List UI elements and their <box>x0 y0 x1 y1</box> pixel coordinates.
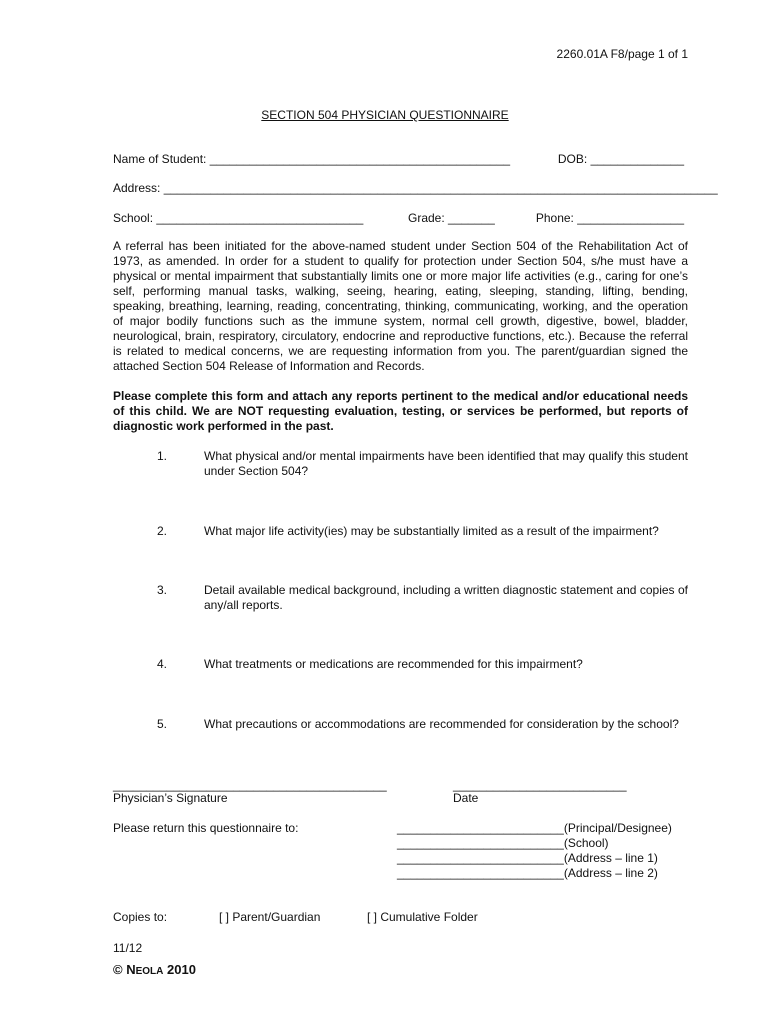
question-text: What treatments or medications are recommended for this impairment? <box>204 657 583 671</box>
date-label: Date <box>453 791 479 805</box>
return-line-address-2[interactable]: _________________________(Address – line 2) <box>397 866 658 880</box>
question-number: 5. <box>156 717 167 731</box>
instructions-paragraph: Please complete this form and attach any reports pertinent to the medical and/or educational needs of this child. We are NOT requesting evaluation, testing, or services be performed, but reports of diagnostic work performed in the past. <box>113 389 688 433</box>
copyright-notice <box>113 962 196 979</box>
return-line-school[interactable]: _________________________(School) <box>397 836 609 850</box>
address-field[interactable]: Address: ___________________________________________________________________________________ <box>113 181 718 195</box>
school-field[interactable]: School: _______________________________ <box>113 211 364 225</box>
brand-first-letter: N <box>126 962 136 977</box>
page-reference: 2260.01A F8/page 1 of 1 <box>556 47 688 61</box>
signature-label: Physician’s Signature <box>113 791 228 805</box>
return-line-principal[interactable]: _________________________(Principal/Designee) <box>397 821 672 835</box>
page-title: SECTION 504 PHYSICIAN QUESTIONNAIRE <box>261 108 509 122</box>
copies-label: Copies to: <box>113 910 168 924</box>
intro-paragraph: A referral has been initiated for the above-named student under Section 504 of the Rehabilitation Act of 1973, as amended. In order for a student to qualify for protection under Section 504, s/he must have a physical or mental impairment that substantially limits one or more major life activities (e.g., caring for one’s self, performing manual tasks, walking, seeing, hearing, eating, sleeping, standing, lifting, bending, speaking, breathing, learning, reading, concentrating, thinking, communicating, working, and the operation of major bodily functions such as the immune system, normal cell growth, digestive, bowel, bladder, neurological, brain, respiratory, circulatory, endocrine and reproductive functions, etc.). Because the referral is related to medical concerns, we are requesting information from you. The parent/guardian signed the attached Section 504 Release of Information and Records. <box>113 239 688 373</box>
question-text: What major life activity(ies) may be substantially limited as a result of the impairment? <box>204 524 659 538</box>
copyright-year: 2010 <box>167 962 196 977</box>
copyright-symbol: © <box>113 962 123 977</box>
question-number: 3. <box>156 583 167 597</box>
return-line-address-1[interactable]: _________________________(Address – line 1) <box>397 851 658 865</box>
signature-line[interactable]: _________________________________________ <box>113 778 387 792</box>
question-text: What physical and/or mental impairments have been identified that may qualify this student under Section 504? <box>204 449 688 478</box>
grade-field[interactable]: Grade: _______ <box>408 211 495 225</box>
question-number: 4. <box>156 657 167 671</box>
student-name-field[interactable]: Name of Student: _____________________________________________ <box>113 152 511 166</box>
question-text: What precautions or accommodations are recommended for consideration by the school? <box>204 717 679 731</box>
revision-date: 11/12 <box>113 941 143 955</box>
question-text: Detail available medical background, including a written diagnostic statement and copies of any/all reports. <box>204 583 688 612</box>
question-number: 2. <box>156 524 167 538</box>
copy-parent-checkbox[interactable]: [ ] Parent/Guardian <box>219 910 321 924</box>
date-line[interactable]: __________________________ <box>453 778 627 792</box>
phone-field[interactable]: Phone: ________________ <box>535 211 684 225</box>
question-number: 1. <box>156 449 167 463</box>
brand-rest: EOLA <box>135 966 164 977</box>
copy-folder-checkbox[interactable]: [ ] Cumulative Folder <box>367 910 478 924</box>
dob-field[interactable]: DOB: ______________ <box>557 152 684 166</box>
return-to-label: Please return this questionnaire to: <box>113 821 299 835</box>
